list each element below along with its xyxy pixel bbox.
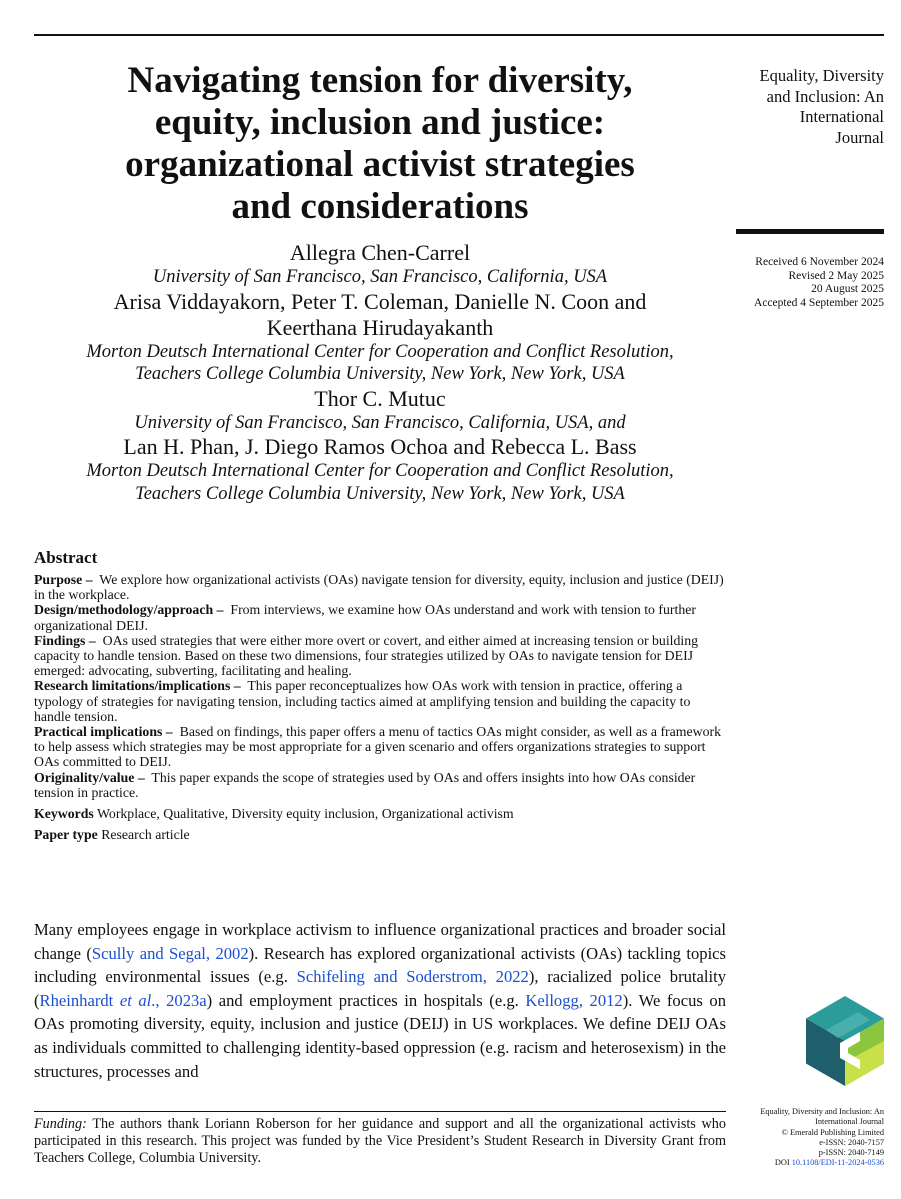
author-block	[34, 240, 726, 505]
abstract-section	[34, 770, 726, 800]
abstract-section	[34, 633, 726, 679]
date-line: Accepted 4 September 2025	[754, 296, 884, 309]
body-text-run: ). We focus on OAs promoting diversity, equity, inclusion and justice (DEIJ) in US workplaces. We define DEIJ OAs as individuals committed to challenging identity-based oppression (e.g. racism and heterosexism) in the structures, processes and	[34, 990, 726, 1081]
body-text-run: ). Research has explored organizational activists (OAs) tackling topics including environmental issues (e.g.	[34, 943, 726, 987]
keywords	[34, 806, 726, 822]
publication-info-line: p-ISSN: 2040-7149	[818, 1148, 884, 1158]
abstract-section-label: Originality/value –	[34, 769, 145, 785]
date-line: Received 6 November 2024	[755, 256, 884, 268]
author-affiliation: Morton Deutsch International Center for Cooperation and Conflict Resolution,	[86, 341, 674, 362]
abstract-section	[34, 724, 726, 770]
citation-link[interactable]: Kellogg, 2012	[525, 990, 623, 1010]
paper-type	[34, 827, 726, 843]
abstract-sections	[34, 572, 726, 800]
emerald-hexagon-logo-icon	[806, 996, 884, 1086]
journal-name-line: International	[799, 107, 884, 126]
journal-rule	[736, 229, 884, 234]
abstract-section-label: Findings –	[34, 632, 96, 648]
publication-info-line: © Emerald Publishing Limited	[781, 1127, 884, 1137]
author-names: Thor C. Mutuc	[314, 385, 446, 411]
author-names: Arisa Viddayakorn, Peter T. Coleman, Danielle N. Coon and	[113, 288, 647, 314]
abstract-section	[34, 602, 726, 632]
article-dates	[700, 256, 884, 310]
publication-lines	[720, 1107, 884, 1158]
abstract-section	[34, 572, 726, 602]
body-text-run: ), racialized police brutality (	[34, 967, 726, 1010]
funding-label: Funding:	[34, 1116, 87, 1132]
paper-type-text: Research article	[101, 827, 190, 843]
paper-type-label: Paper type	[34, 827, 98, 843]
author-affiliation: Morton Deutsch International Center for Cooperation and Conflict Resolution,	[86, 461, 674, 481]
journal-name-line: Journal	[835, 127, 884, 147]
body-paragraph	[34, 918, 726, 1083]
abstract	[34, 548, 726, 843]
journal-name	[700, 66, 884, 148]
funding-text: The authors thank Loriann Roberson for her guidance and support and all the organizational activists who participated in this research. This project was funded by the Vice President’s Student Research in Diversity Grant from Teachers College, Columbia University.	[34, 1116, 726, 1166]
citation-link[interactable]: ., 2023a	[151, 990, 207, 1010]
abstract-section-label: Practical implications –	[34, 724, 173, 740]
title-line: organizational activist strategies	[125, 144, 635, 185]
abstract-section-text: Based on findings, this paper offers a menu of tactics OAs might consider, as well as a framework to help assess which strategies may be most appropriate for a given scenario and offers organizations strategies to support OAs committed to DEIJ.	[34, 724, 721, 770]
author-affiliation: Teachers College Columbia University, New York, New York, USA	[135, 483, 625, 504]
abstract-section	[34, 678, 726, 724]
abstract-heading: Abstract	[34, 548, 98, 567]
author-affiliation: University of San Francisco, San Francisco, California, USA, and	[134, 412, 626, 433]
keywords-label: Keywords	[34, 806, 94, 822]
author-affiliation: University of San Francisco, San Francisco, California, USA	[152, 267, 608, 287]
top-rule	[34, 34, 884, 36]
doi-line	[720, 1158, 884, 1168]
journal-name-line: and Inclusion: An	[766, 86, 884, 106]
author-names: Allegra Chen-Carrel	[289, 240, 471, 265]
title-line: equity, inclusion and justice:	[154, 102, 606, 143]
author-names: Keerthana Hirudayakanth	[266, 314, 494, 340]
abstract-section-label: Research limitations/implications –	[34, 678, 241, 694]
journal-name-line: Equality, Diversity	[759, 66, 884, 85]
keywords-text: Workplace, Qualitative, Diversity equity inclusion, Organizational activism	[97, 806, 514, 822]
publication-info-line: International Journal	[815, 1117, 884, 1127]
abstract-section-label: Purpose –	[34, 572, 93, 587]
citation-link[interactable]: Scully and Segal, 2002	[91, 943, 249, 963]
author-names: Lan H. Phan, J. Diego Ramos Ochoa and Rebecca L. Bass	[123, 434, 637, 459]
publication-info-line: e-ISSN: 2040-7157	[819, 1137, 884, 1147]
footnote-rule	[34, 1111, 726, 1112]
publication-info	[720, 1107, 884, 1169]
abstract-section-text: OAs used strategies that were either more overt or covert, and either aimed at increasing tension or building capacity to handle tension. Based on these two dimensions, four strategies utilized by OAs to navigate tension for DEIJ emerged: advocating, subverting, facilitating and healing.	[34, 632, 699, 679]
citation-link[interactable]: et al	[119, 990, 152, 1010]
citation-link[interactable]: Schifeling and Soderstrom, 2022	[296, 967, 529, 987]
abstract-section-text: From interviews, we examine how OAs understand and work with tension to further organizational DEIJ.	[34, 602, 696, 633]
doi-label: DOI	[774, 1158, 790, 1168]
title-line: and considerations	[231, 186, 529, 227]
paper-title	[34, 60, 726, 228]
abstract-section-text: This paper reconceptualizes how OAs work with tension in practice, offering a typology of strategies for navigating tension, including tactics aimed at amplifying tension and building the capacity to handle tension.	[34, 678, 691, 724]
abstract-section-text: We explore how organizational activists (OAs) navigate tension for diversity, equity, inclusion and justice (DEIJ) in the workplace.	[34, 572, 724, 603]
citation-link[interactable]: Rheinhardt	[39, 990, 120, 1010]
body-text-run: Many employees engage in workplace activism to influence organizational practices and broader social change (	[34, 920, 726, 963]
abstract-section-text: This paper expands the scope of strategies used by OAs and offers insights into how OAs consider tension in practice.	[34, 769, 696, 800]
publication-info-line: Equality, Diversity and Inclusion: An	[760, 1107, 884, 1116]
doi-link[interactable]: 10.1108/EDI-11-2024-0536	[791, 1158, 884, 1168]
title-line: Navigating tension for diversity,	[127, 60, 633, 101]
date-line: Revised 2 May 2025	[788, 269, 884, 282]
body-text-run: ) and employment practices in hospitals (e.g.	[206, 990, 526, 1010]
date-line: 20 August 2025	[811, 283, 884, 295]
abstract-section-label: Design/methodology/approach –	[34, 602, 224, 618]
author-affiliation: Teachers College Columbia University, New York, New York, USA	[135, 364, 625, 384]
funding-footnote	[34, 1116, 726, 1167]
